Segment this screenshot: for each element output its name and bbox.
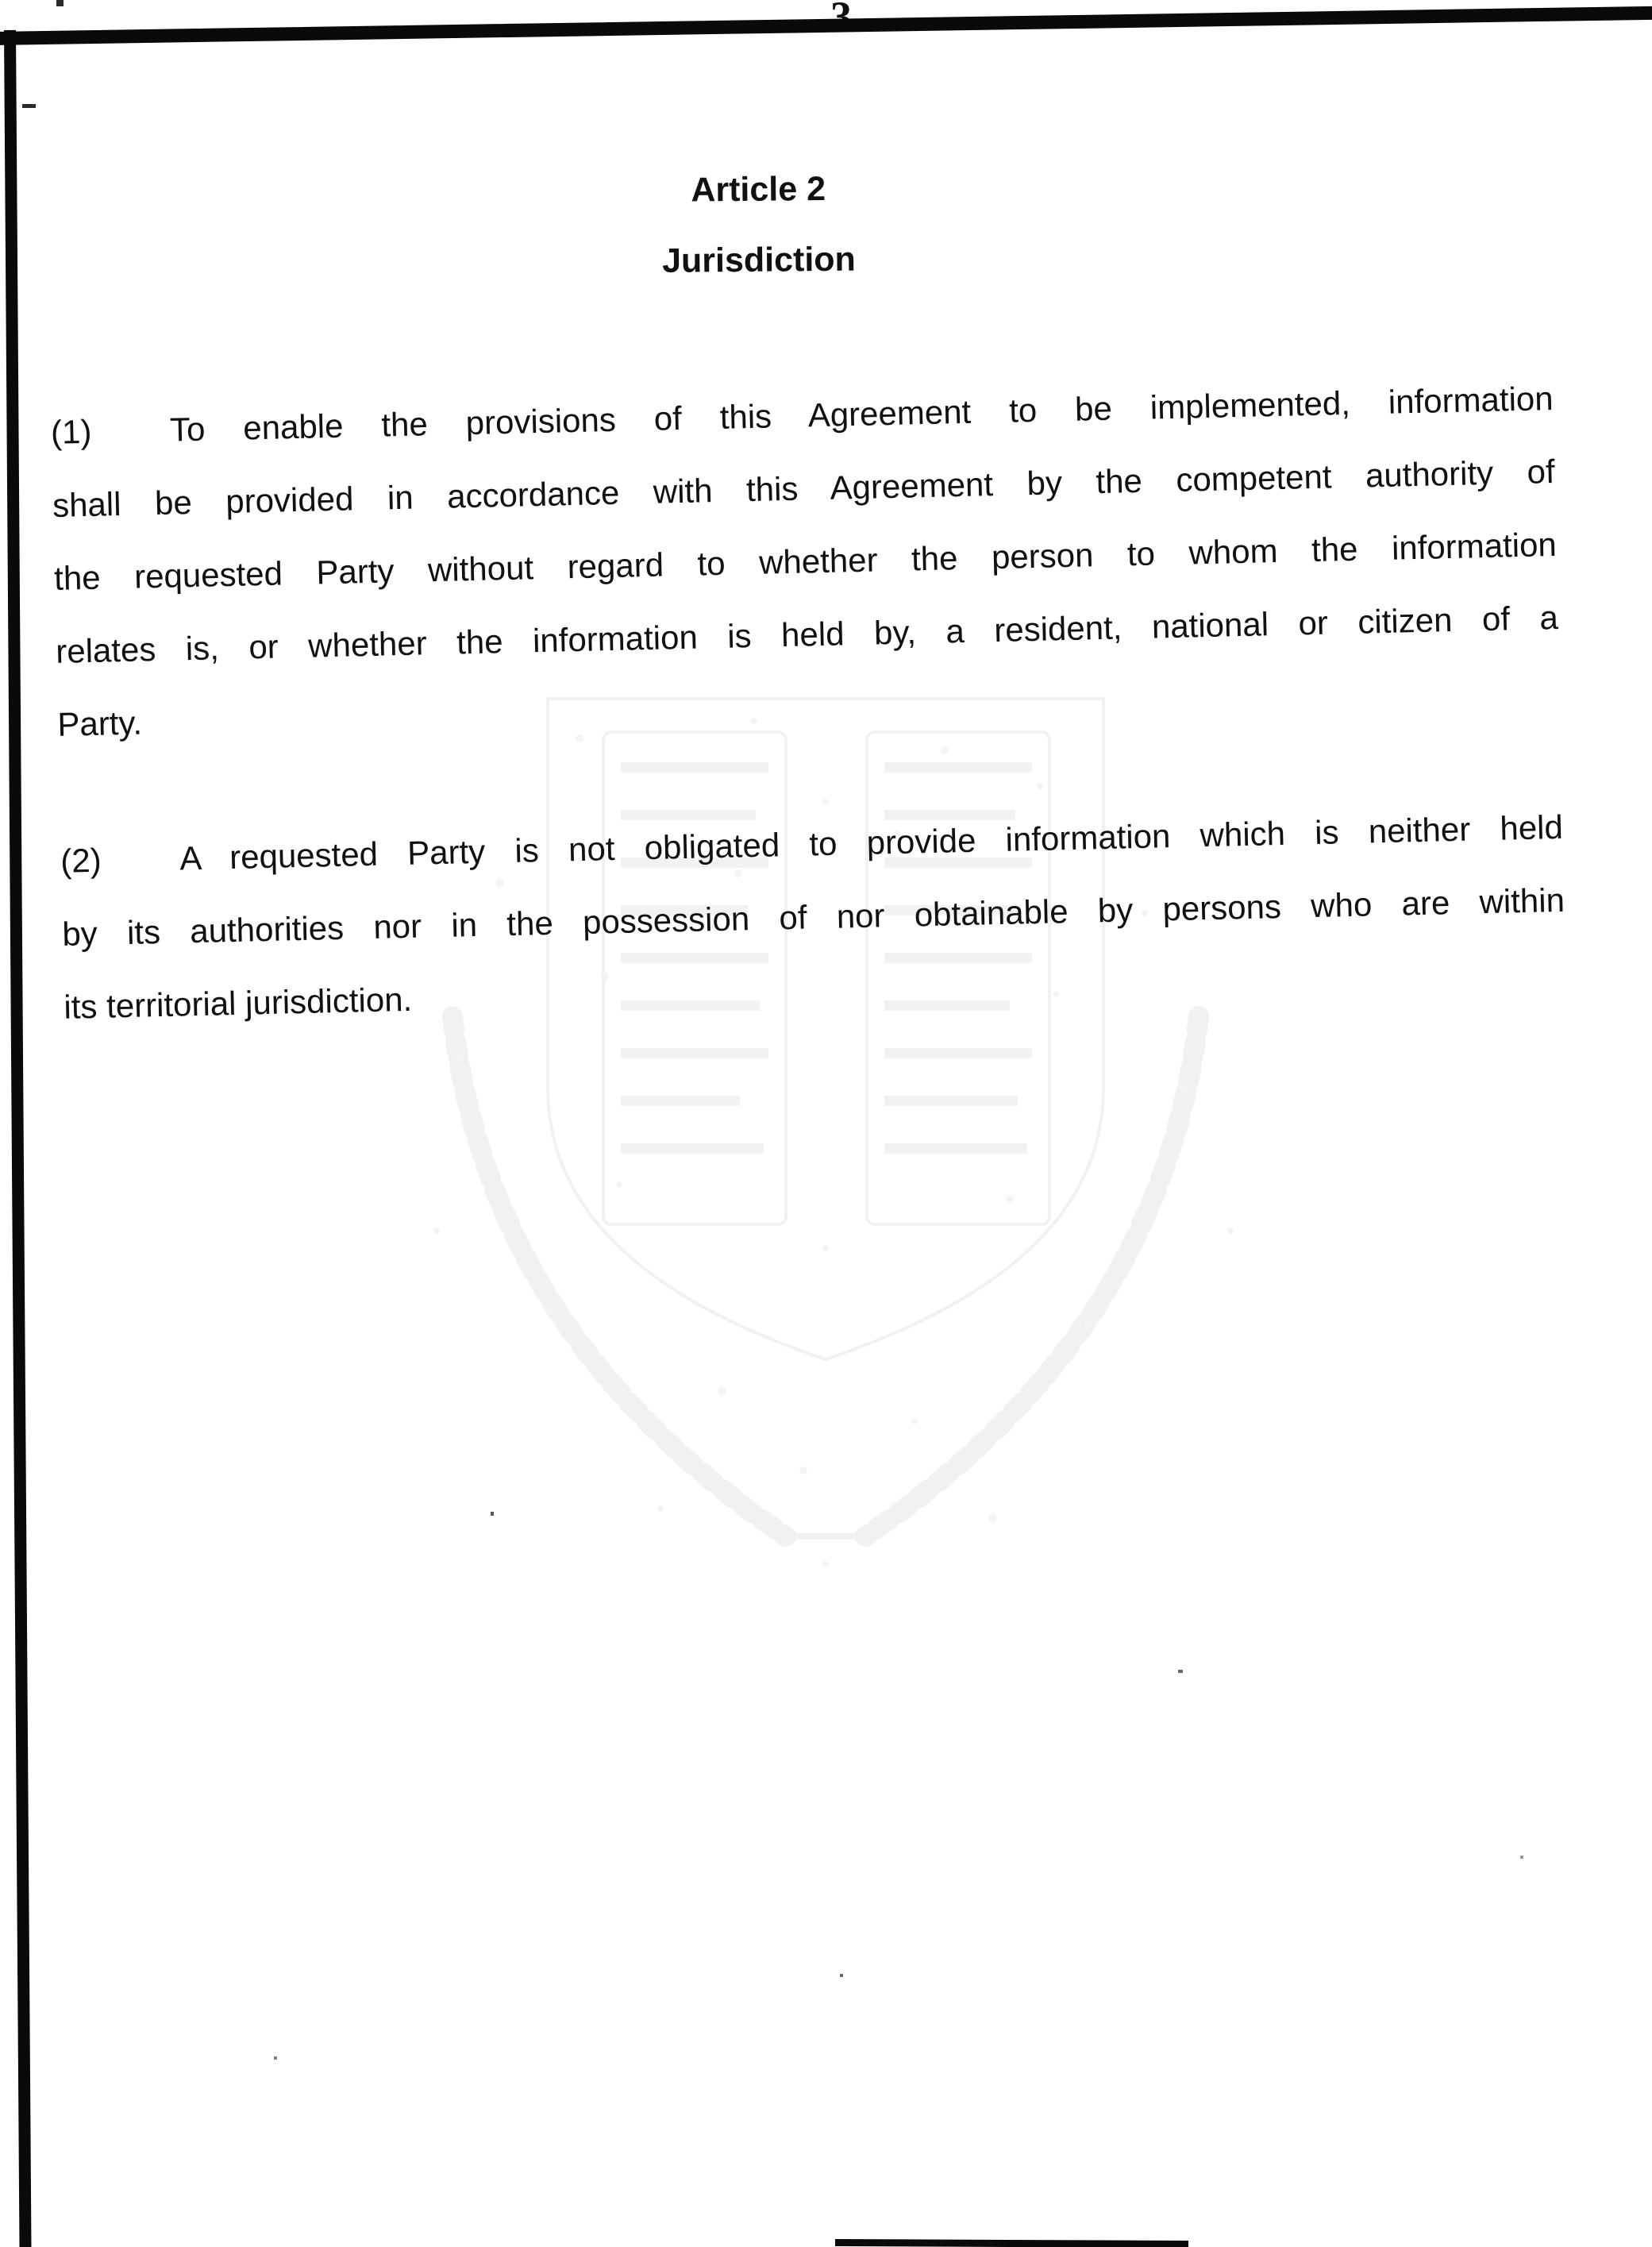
scan-speck [491,1512,494,1516]
scan-artifact-streak [835,2239,1188,2247]
article-heading [8,164,1509,287]
scan-speck [22,104,36,108]
paragraph-2-number: (2) [60,841,102,880]
scan-speck [56,0,64,6]
scan-speck [840,1974,843,1977]
paragraph-2-text: A requested Party is not obligated to provide information which is neither held [179,807,1564,877]
paragraph-1-text: To enable the provisions of this Agreement to be implemented, information [169,380,1554,449]
scan-border-top [0,6,1652,45]
scan-speck [274,2056,277,2060]
scan-speck [1178,1670,1183,1673]
paragraph-1-line-5: Party. [56,703,143,743]
paragraph-1 [50,362,1561,761]
paragraph-2-line-3: its territorial jurisdiction. [63,980,413,1026]
article-subtitle: Jurisdiction [661,240,857,280]
article-body [50,362,1567,1044]
paragraph-1-line-2: shall be provided in accordance with this Agreement by the competent authority of [52,453,1556,524]
paragraph-2 [60,791,1567,1044]
paragraph-1-number: (1) [50,412,92,451]
scan-speck [1520,1856,1523,1859]
article-title: Article 2 [691,170,826,210]
paragraph-1-line-3: the requested Party without regard to whether the person to whom the information [53,525,1558,597]
scan-border-left [4,30,32,2247]
paragraph-2-line-2: by its authorities nor in the possession of nor obtainable by persons who are within [61,881,1565,953]
paragraph-1-line-4: relates is, or whether the information is held by, a resident, national or citizen of a [55,598,1559,670]
